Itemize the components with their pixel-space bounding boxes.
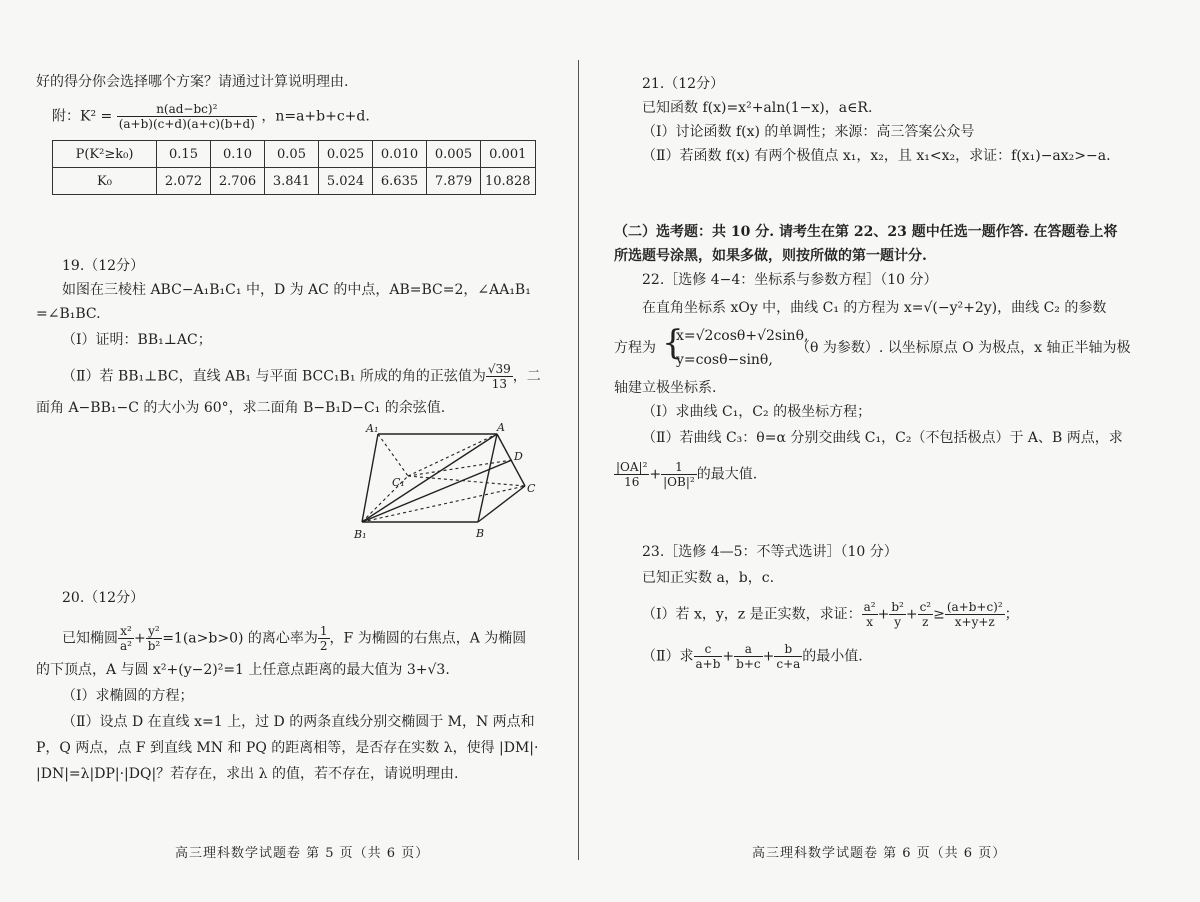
q20-line2: 的下顶点，A 与圆 x²+(y−2)²=1 上任意点距离的最大值为 3+√3. [36,662,450,678]
page-footer-right: 高三理科数学试题卷 第 6 页（共 6 页） [752,846,1007,861]
q19-line5: 面角 A−BB₁−C 的大小为 60°，求二面角 B−B₁D−C₁ 的余弦值. [36,400,446,416]
table-cell: 5.024 [319,168,373,195]
table-row [53,141,536,168]
table-cell: 0.025 [319,141,373,168]
formula-k2: 附：K² = $\frac{\text{n(ad−bc)²}}{(a+b)(c+d)(a+c)(b+d)}$ ，n=a+b+c+d. [52,102,370,131]
label-B: B [476,527,485,540]
table-header-cell: P(K²≥k₀) [53,141,157,168]
q22-line3: 轴建立极坐标系. [614,380,717,396]
label-D: D [514,450,523,463]
q23-line1: 已知正实数 a，b，c. [642,570,775,586]
prism-figure [350,420,550,545]
formula-fraction: $\frac{\text{n(ad−bc)²}}{(a+b)(c+d)(a+c)(b+d)}$ [118,102,255,131]
table-header-cell: K₀ [53,168,157,195]
sine-fraction: $\frac{√39}{13}$ [487,362,511,391]
right-page: 21.（12分） 已知函数 f(x)=x²+aln(1−x)，a∈R. （Ⅰ）讨论函数 f(x) 的单调性；来源：高三答案公众号 （Ⅱ）若函数 f(x) 有两个极值点 x₁，x₂，且 x₁<x₂，求证：f(x₁)−ax₂>−a. （二）选考题：共 10 分. 请考生在第 22、23 题中任选一题作答. 在答题卷上将 所选题号涂黑，如果多做，则按所做的第一题计分. 22.［选修 4−4：坐标系与参数方程］（10 分） 在直角坐标系 xOy 中，曲线 C₁ 的方程为 x=√(−y²+2y)，曲线 C₂ 的参数 方程为 { x=√2cosθ+√2sinθ, y=cosθ−sinθ, （θ 为参数）. 以坐标原点 O 为极点，x 轴正半轴为极 轴建立极坐标系. （Ⅰ）求曲线 C₁，C₂ 的极坐标方程； （Ⅱ）若曲线 C₃：θ=α 分别交曲线 C₁，C₂（不包括极点）于 A、B 两点，求 $\frac{\text{|OA|²}}{16}$ + $\frac{1}{\text{|OB|²}}$ 的最大值. 23.［选修 4—5：不等式选讲］（10 分） 已知正实数 a，b，c. （Ⅰ）若 x，y，z 是正实数，求证： $\frac{\text{a²}}{x}$ + $\frac{\text{b²}}{y}$ + $\frac{\text{c²}}{z}$ ≥ $\frac{\text{(a+b+c)²}}{x+y+z}$ ； （Ⅱ）求 $\frac{c}{a+b}$ + $\frac{a}{b+c}$ + $\frac{b}{c+a}$ 的最小值. 高三理科数学试题卷 第 6 页（共 6 页） [614,76,1131,861]
table-cell: 0.005 [427,141,481,168]
q21-part1: （Ⅰ）讨论函数 f(x) 的单调性；来源：高三答案公众号 [642,124,975,140]
q19-line2: =∠B₁BC. [36,306,101,322]
q22-part1: （Ⅰ）求曲线 C₁，C₂ 的极坐标方程； [642,404,872,420]
label-A1: A₁ [366,422,379,435]
q22-line2-suffix: （θ 为参数）. 以坐标原点 O 为极点，x 轴正半轴为极 [796,340,1131,356]
page-divider [578,60,579,860]
q21-line1: 已知函数 f(x)=x²+aln(1−x)，a∈R. [642,100,873,116]
intro-text: 好的得分你会选择哪个方案？请通过计算说明理由. [36,74,349,90]
q21-title: 21.（12分） [642,76,725,92]
label-C1: C₁ [392,476,405,489]
section-heading-2: 所选题号涂黑，如果多做，则按所做的第一题计分. [614,248,927,264]
q20-part2: （Ⅱ）设点 D 在直线 x=1 上，过 D 的两条直线分别交椭圆于 M，N 两点和 [62,714,535,730]
table-cell: 0.05 [265,141,319,168]
q22-line2-prefix: 方程为 [614,340,656,356]
q19-part2: （Ⅱ）若 BB₁⊥BC，直线 AB₁ 与平面 BCC₁B₁ 所成的角的正弦值为 $\frac{√39}{13}$ ，二 [62,362,541,391]
section-heading: （二）选考题：共 10 分. 请考生在第 22、23 题中任选一题作答. 在答题卷上将 [614,224,1118,240]
q23-part2: （Ⅱ）求 $\frac{c}{a+b}$ + $\frac{a}{b+c}$ + $\frac{b}{c+a}$ 的最小值. [642,642,863,671]
table-row [53,168,536,195]
left-page [0,0,578,902]
critical-value-table [52,140,536,195]
table-cell: 2.072 [157,168,211,195]
table-cell: 2.706 [211,168,265,195]
q19-part1: （Ⅰ）证明：BB₁⊥AC； [62,332,212,348]
q20-part1: （Ⅰ）求椭圆的方程； [62,688,194,704]
q20-line5: P，Q 两点，点 F 到直线 MN 和 PQ 的距离相等，是否存在实数 λ，使得 |DM|· [36,740,539,756]
q22-part2: （Ⅱ）若曲线 C₃：θ=α 分别交曲线 C₁，C₂（不包括极点）于 A、B 两点，求 [642,430,1123,446]
table-cell: 3.841 [265,168,319,195]
q22-line6: $\frac{\text{|OA|²}}{16}$ + $\frac{1}{\text{|OB|²}}$ 的最大值. [616,460,758,489]
q20-title: 20.（12分） [62,590,145,606]
table-cell: 7.879 [427,168,481,195]
label-A: A [497,421,505,434]
q19-line1: 如图在三棱柱 ABC−A₁B₁C₁ 中，D 为 AC 的中点，AB=BC=2，∠AA₁B₁ [62,282,531,298]
q23-title: 23.［选修 4—5：不等式选讲］（10 分） [642,544,898,560]
q22-line1: 在直角坐标系 xOy 中，曲线 C₁ 的方程为 x=√(−y²+2y)，曲线 C₂ 的参数 [642,300,1107,316]
table-cell: 0.001 [481,141,536,168]
q23-part1: （Ⅰ）若 x，y，z 是正实数，求证： $\frac{\text{a²}}{x}$ + $\frac{\text{b²}}{y}$ + $\frac{\text{c²}}{z}$ ≥ $\frac{\text{(a+b+c)²}}{x+y+z}$ ； [642,600,1019,629]
q21-part2: （Ⅱ）若函数 f(x) 有两个极值点 x₁，x₂，且 x₁<x₂，求证：f(x₁)−ax₂>−a. [642,148,1111,164]
table-cell: 0.10 [211,141,265,168]
table-cell: 10.828 [481,168,536,195]
q20-line1: 已知椭圆 $\frac{\text{x²}}{\text{a²}}$ + $\frac{\text{y²}}{\text{b²}}$ =1(a>b>0) 的离心率为 $\frac{1}{2}$ ，F 为椭圆的右焦点，A 为椭圆 [62,624,527,653]
label-C: C [527,482,536,495]
q19-title: 19.（12分） [62,258,145,274]
label-B1: B₁ [354,528,367,541]
page-footer-left: 高三理科数学试题卷 第 5 页（共 6 页） [175,846,430,861]
q20-line6: |DN|=λ|DP|·|DQ|？若存在，求出 λ 的值，若不存在，请说明理由. [36,766,459,782]
table-cell: 6.635 [373,168,427,195]
table-cell: 0.15 [157,141,211,168]
table-cell: 0.010 [373,141,427,168]
q22-title: 22.［选修 4−4：坐标系与参数方程］（10 分） [642,272,938,288]
brace: { [662,323,684,363]
